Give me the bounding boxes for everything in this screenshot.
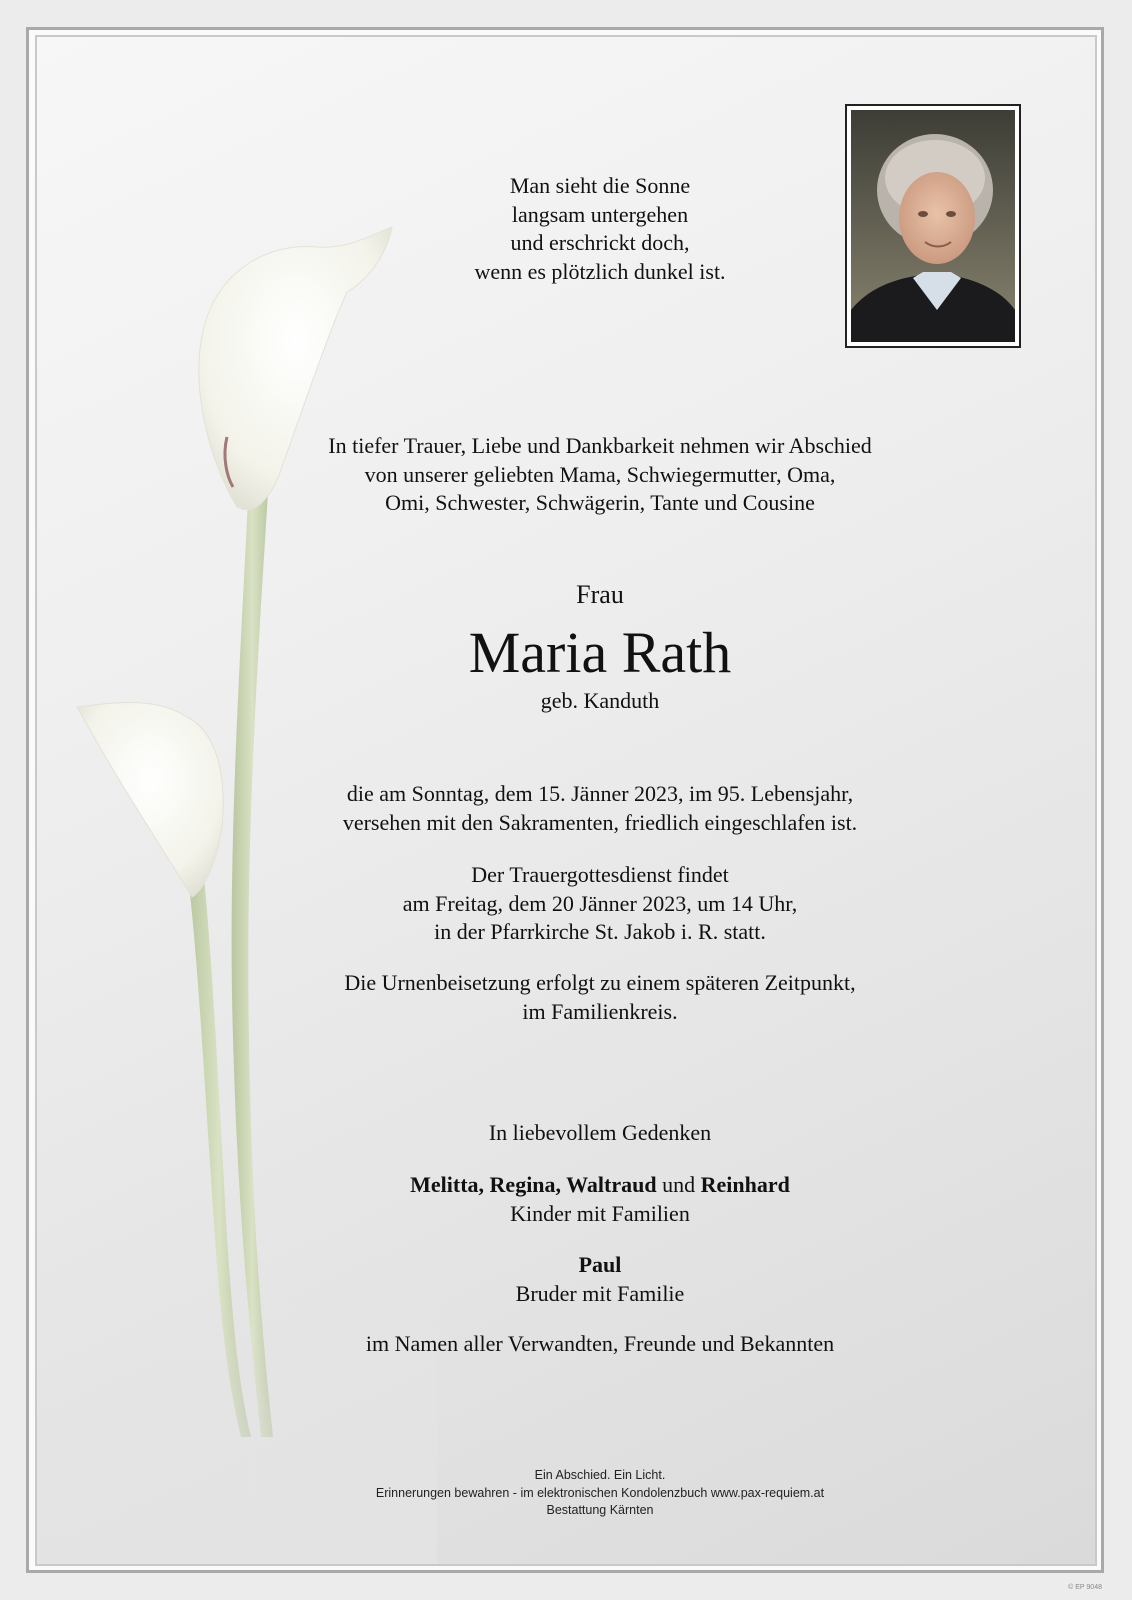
intro-line: Omi, Schwester, Schwägerin, Tante und Cousine [385,490,815,515]
children-names: Melitta, Regina, Waltraud [410,1172,657,1197]
mourners-brother [270,1251,930,1308]
burial-notice [270,969,930,1026]
footer-line: Bestattung Kärnten [546,1503,654,1517]
service-line: am Freitag, dem 20 Jänner 2023, um 14 Uhr, [402,890,798,916]
death-line: die am Sonntag, dem 15. Jänner 2023, im 95. Lebensjahr, [346,781,854,806]
children-names-line [270,1171,930,1200]
portrait-frame [845,104,1021,348]
service-notice [270,861,930,947]
intro-line: von unserer geliebten Mama, Schwiegermutter, Oma, [364,461,836,487]
mourners-children [270,1171,930,1228]
burial-line: im Familienkreis. [522,998,678,1024]
poem-line: Man sieht die Sonne [509,173,691,198]
poem [270,172,930,286]
memory-heading: In liebevollem Gedenken [488,1120,712,1145]
children-role: Kinder mit Familien [510,1200,690,1226]
footer-line: Erinnerungen bewahren - im elektronischen Kondolenzbuch www.pax-requiem.at [375,1485,825,1500]
maiden-name: geb. Kanduth [540,688,660,713]
footer-line: Ein Abschied. Ein Licht. [534,1468,666,1482]
closing-line: im Namen aller Verwandten, Freunde und Bekannten [365,1331,835,1356]
service-line: Der Trauergottesdienst findet [471,862,729,887]
service-line: in der Pfarrkirche St. Jakob i. R. statt. [434,919,766,944]
footer [300,1467,900,1520]
death-notice [270,780,930,837]
burial-line: Die Urnenbeisetzung erfolgt zu einem späteren Zeitpunkt, [344,970,856,995]
poem-line: und erschrickt doch, [510,230,690,255]
intro-text [270,432,930,518]
portrait-photo [851,110,1015,342]
poem-line: wenn es plötzlich dunkel ist. [474,258,726,284]
salutation: Frau [576,580,624,609]
intro-line: In tiefer Trauer, Liebe und Dankbarkeit nehmen wir Abschied [328,433,872,458]
death-line: versehen mit den Sakramenten, friedlich eingeschlafen ist. [342,809,858,835]
conjunction: und [662,1172,696,1197]
brother-role: Bruder mit Familie [515,1280,685,1306]
copyright-mark: © EP 9048 [1068,1584,1102,1591]
deceased-name: Maria Rath [468,620,732,685]
brother-name: Paul [578,1252,622,1277]
children-last-name: Reinhard [700,1172,790,1197]
poem-line: langsam untergehen [511,201,689,227]
